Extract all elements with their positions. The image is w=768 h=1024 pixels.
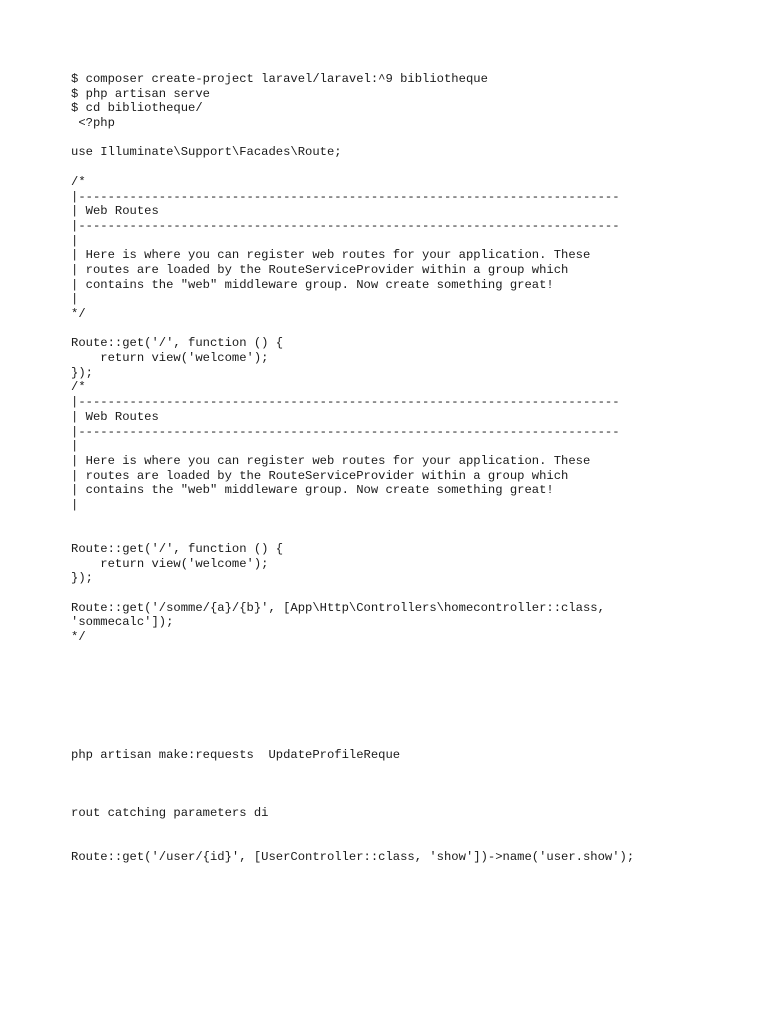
code-line: | contains the "web" middleware group. Now create something great! bbox=[71, 277, 554, 292]
code-line: rout catching parameters di bbox=[71, 806, 269, 821]
blank-line bbox=[71, 821, 751, 836]
code-line: <?php bbox=[71, 116, 115, 131]
blank-line bbox=[71, 733, 751, 748]
code-line: Route::get('/', function () { bbox=[71, 542, 284, 556]
blank-line bbox=[71, 527, 751, 542]
code-line: |-------------------------------------------------------------------------- bbox=[71, 189, 620, 204]
code-line: php artisan make:requests UpdateProfileReque bbox=[71, 747, 401, 762]
blank-line bbox=[71, 513, 751, 528]
blank-line bbox=[71, 674, 751, 689]
code-line: | contains the "web" middleware group. Now create something great! bbox=[71, 483, 554, 498]
code-line: | bbox=[71, 439, 79, 454]
code-line: $ composer create-project laravel/laravel:^9 bibliotheque bbox=[71, 72, 488, 86]
code-line: }); bbox=[71, 365, 93, 380]
code-line: | Here is where you can register web routes for your application. These bbox=[71, 453, 591, 468]
code-line: return view('welcome'); bbox=[71, 556, 269, 571]
blank-line bbox=[71, 160, 751, 175]
code-line: | Web Routes bbox=[71, 204, 159, 219]
code-line: | bbox=[71, 497, 79, 512]
code-line: | routes are loaded by the RouteServiceProvider within a group which bbox=[71, 262, 569, 277]
code-line: /* bbox=[71, 174, 86, 189]
code-line: $ php artisan serve bbox=[71, 86, 210, 101]
blank-line bbox=[71, 660, 751, 675]
blank-line bbox=[71, 704, 751, 719]
code-line: $ cd bibliotheque/ bbox=[71, 101, 203, 116]
code-line: return view('welcome'); bbox=[71, 351, 269, 366]
code-line: |-------------------------------------------------------------------------- bbox=[71, 218, 620, 233]
blank-line bbox=[71, 718, 751, 733]
document-page bbox=[71, 72, 751, 865]
code-line: | routes are loaded by the RouteServiceProvider within a group which bbox=[71, 468, 569, 483]
code-line: Route::get('/somme/{a}/{b}', [App\Http\Controllers\homecontroller::class, bbox=[71, 600, 605, 615]
code-line: use Illuminate\Support\Facades\Route; bbox=[71, 145, 342, 160]
code-line: | bbox=[71, 292, 79, 307]
code-line: Route::get('/', function () { bbox=[71, 336, 284, 351]
code-line: 'sommecalc']); bbox=[71, 615, 174, 630]
code-line: | Web Routes bbox=[71, 409, 159, 424]
blank-line bbox=[71, 836, 751, 851]
code-line: | bbox=[71, 233, 79, 248]
blank-line bbox=[71, 762, 751, 777]
blank-line bbox=[71, 792, 751, 807]
blank-line bbox=[71, 131, 751, 146]
code-line: }); bbox=[71, 571, 93, 586]
code-line: Route::get('/user/{id}', [UserController::class, 'show'])->name('user.show'); bbox=[71, 850, 635, 865]
code-line: */ bbox=[71, 307, 86, 321]
code-line: */ bbox=[71, 630, 86, 645]
blank-line bbox=[71, 645, 751, 660]
blank-line bbox=[71, 322, 751, 337]
blank-line bbox=[71, 777, 751, 792]
code-line: |-------------------------------------------------------------------------- bbox=[71, 424, 620, 439]
code-line: /* bbox=[71, 380, 86, 395]
blank-line bbox=[71, 586, 751, 601]
code-line: | Here is where you can register web routes for your application. These bbox=[71, 248, 591, 263]
code-line: |-------------------------------------------------------------------------- bbox=[71, 395, 620, 410]
blank-line bbox=[71, 689, 751, 704]
